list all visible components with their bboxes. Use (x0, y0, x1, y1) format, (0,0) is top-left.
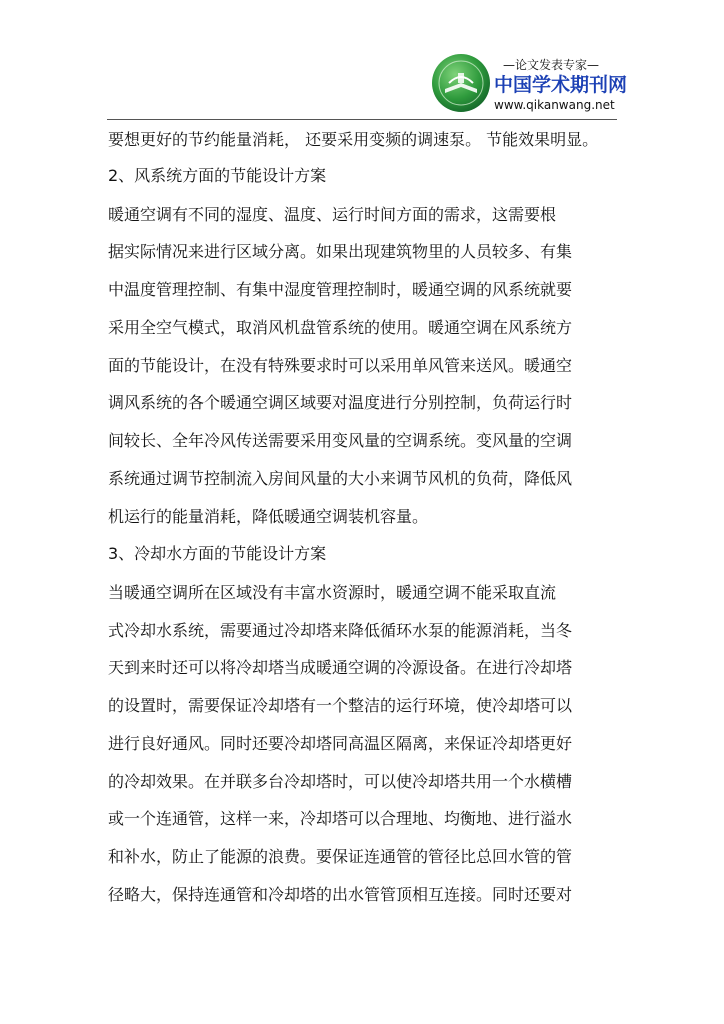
text-line: 采用全空气模式，取消风机盘管系统的使用。暖通空调在风系统方 (108, 318, 573, 337)
logo-tagline: —论文发表专家— (503, 58, 600, 72)
text-line: 中温度管理控制、有集中湿度管理控制时，暖通空调的风系统就要 (108, 280, 573, 299)
page-header (0, 0, 724, 122)
text-line: 机运行的能量消耗，降低暖通空调装机容量。 (108, 507, 429, 526)
text-line: 径略大，保持连通管和冷却塔的出水管管顶相互连接。同时还要对 (108, 885, 573, 904)
site-url: www.qikanwang.net (494, 98, 615, 112)
text-line: 式冷却水系统，需要通过冷却塔来降低循环水泵的能源消耗，当冬 (108, 621, 573, 640)
header-divider (107, 119, 617, 120)
text-line: 暖通空调有不同的湿度、温度、运行时间方面的需求，这需要根 (108, 205, 557, 224)
text-line: 系统通过调节控制流入房间风量的大小来调节风机的负荷，降低风 (108, 469, 573, 488)
text-line: 面的节能设计，在没有特殊要求时可以采用单风管来送风。暖通空 (108, 356, 573, 375)
text-line: 天到来时还可以将冷却塔当成暖通空调的冷源设备。在进行冷却塔 (108, 658, 573, 677)
text-line: 或一个连通管，这样一来，冷却塔可以合理地、均衡地、进行溢水 (108, 809, 573, 828)
text-line: 和补水，防止了能源的浪费。要保证连通管的管径比总回水管的管 (108, 847, 573, 866)
section-heading: 2、风系统方面的节能设计方案 (108, 166, 327, 185)
text-line: 的设置时，需要保证冷却塔有一个整洁的运行环境，使冷却塔可以 (108, 696, 573, 715)
text-line: 要想更好的节约能量消耗， 还要采用变频的调速泵。 节能效果明显。 (108, 130, 599, 149)
section-heading: 3、冷却水方面的节能设计方案 (108, 544, 327, 563)
text-line: 进行良好通风。同时还要冷却塔同高温区隔离，来保证冷却塔更好 (108, 734, 573, 753)
text-line: 调风系统的各个暖通空调区域要对温度进行分别控制，负荷运行时 (108, 393, 573, 412)
site-name: 中国学术期刊网 (494, 74, 628, 96)
text-line: 间较长、全年冷风传送需要采用变风量的空调系统。变风量的空调 (108, 431, 573, 450)
text-line: 据实际情况来进行区域分离。如果出现建筑物里的人员较多、有集 (108, 242, 573, 261)
text-line: 当暖通空调所在区域没有丰富水资源时，暖通空调不能采取直流 (108, 583, 557, 602)
text-line: 的冷却效果。在并联多台冷却塔时，可以使冷却塔共用一个水横槽 (108, 772, 573, 791)
globe-book-logo-icon (431, 53, 491, 113)
